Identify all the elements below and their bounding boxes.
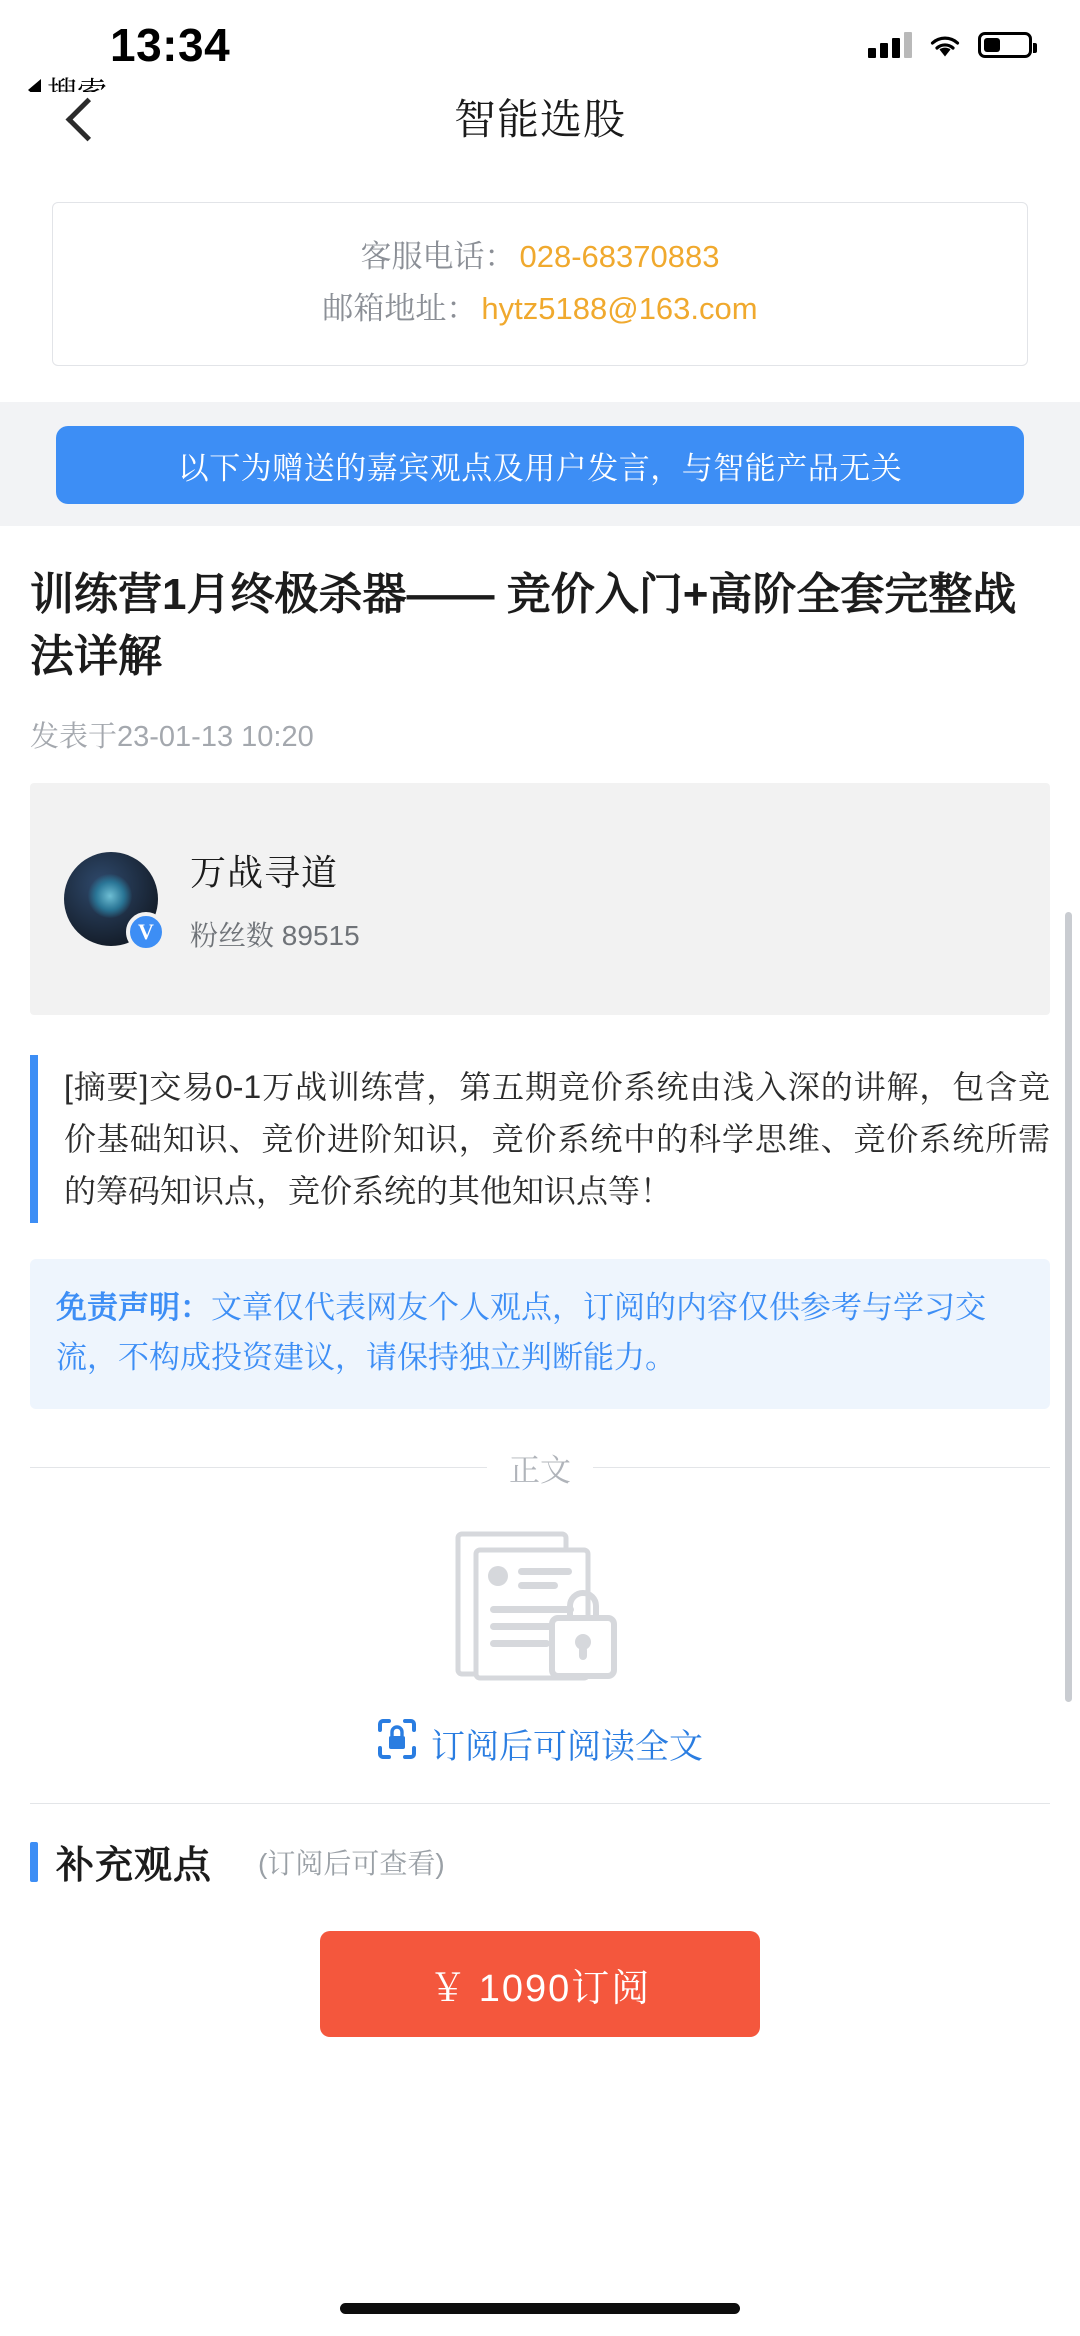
status-icons: [868, 32, 1032, 58]
author-name[interactable]: 万战寻道: [190, 851, 339, 893]
status-time: 13:34: [110, 19, 231, 71]
author-fans: [190, 914, 360, 954]
avatar[interactable]: [64, 852, 158, 946]
status-bar: [0, 0, 1080, 92]
section-accent-bar: [30, 1842, 38, 1882]
fans-label: 粉丝数: [190, 919, 275, 951]
abstract-text: [摘要]交易0-1万战训练营，第五期竞价系统由浅入深的讲解，包含竞价基础知识、竞价进阶知识，竞价系统中的科学思维、竞价系统所需的筹码知识点，竞价系统的其他知识点等！: [64, 1069, 1050, 1209]
verified-badge-icon: V: [126, 912, 166, 952]
contact-email-value[interactable]: hytz5188@163.com: [481, 291, 758, 326]
wifi-icon: [928, 32, 962, 58]
subscribe-to-read-link[interactable]: [30, 1718, 1050, 1769]
author-meta: [190, 845, 360, 954]
subscribe-button-label: 1090订阅: [478, 1967, 652, 2010]
article-title: 训练营1月终极杀器—— 竞价入门+高阶全套完整战法详解: [30, 570, 1017, 681]
locked-document-icon: [30, 1524, 1050, 1694]
subscribe-button-area: [30, 1931, 1050, 2037]
body-divider: [30, 1445, 1050, 1490]
contact-phone-label: 客服电话：: [360, 239, 516, 274]
article-content: [0, 564, 1080, 2037]
disclaimer-text: 文章仅代表网友个人观点，订阅的内容仅供参考与学习交流，不构成投资建议，请保持独立判断能力。: [56, 1290, 986, 1375]
extra-viewpoint-section: [30, 1834, 1050, 1889]
fans-count: 89515: [281, 919, 360, 951]
disclaimer-paragraph: [56, 1283, 1024, 1383]
disclaimer-box: [30, 1259, 1050, 1409]
divider-line-right: [593, 1467, 1050, 1468]
author-card[interactable]: [30, 783, 1050, 1015]
disclaimer-label: 免责声明：: [56, 1290, 211, 1325]
article-abstract: [30, 1055, 1050, 1223]
extra-viewpoint-title: 补充观点: [56, 1845, 213, 1887]
contact-email-row: [53, 283, 1027, 335]
subscribe-button[interactable]: [320, 1931, 760, 2037]
body-divider-label: 正文: [509, 1453, 571, 1488]
contact-email-label: 邮箱地址：: [322, 291, 478, 326]
nav-bar: [0, 92, 1080, 174]
currency-symbol: ￥: [428, 1967, 469, 2010]
back-button[interactable]: [62, 100, 102, 140]
banner-section: [0, 402, 1080, 526]
divider-line-left: [30, 1467, 487, 1468]
scrollbar[interactable]: [1065, 912, 1072, 1702]
lock-scan-icon: [377, 1718, 417, 1769]
contact-phone-value[interactable]: 028-68370883: [519, 239, 720, 274]
contact-card: [52, 202, 1028, 366]
section-divider: [30, 1803, 1050, 1804]
contact-phone-row: [53, 231, 1027, 283]
signal-bars-icon: [868, 32, 912, 58]
guest-opinion-banner[interactable]: 以下为赠送的嘉宾观点及用户发言，与智能产品无关: [56, 426, 1024, 504]
subscribe-hint-label: 订阅后可阅读全文: [431, 1728, 703, 1766]
home-indicator[interactable]: [340, 2303, 740, 2314]
article-date: 发表于23-01-13 10:20: [30, 721, 314, 753]
extra-viewpoint-note: (订阅后可查看): [258, 1847, 445, 1879]
page-title: 智能选股: [453, 96, 626, 143]
battery-icon: [978, 32, 1032, 58]
